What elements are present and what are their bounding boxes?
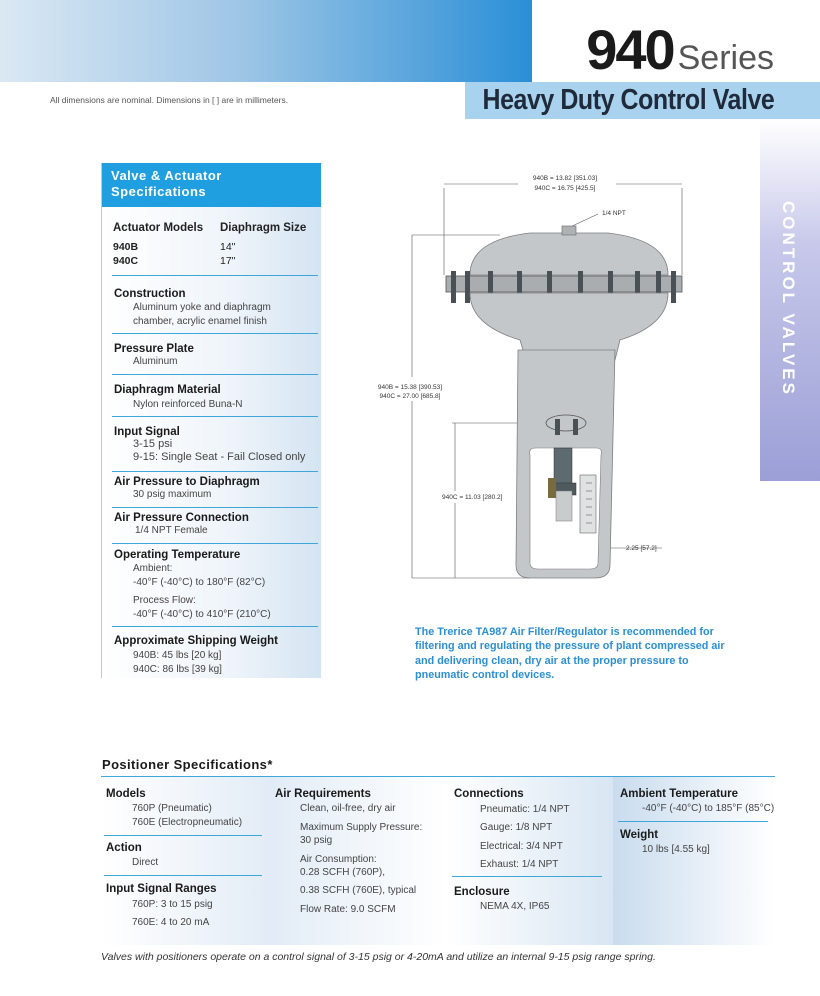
positioner-footnote: Valves with positioners operate on a control signal of 3-15 psig or 4-20mA and utilize an internal 9-15 psig range spring. xyxy=(101,951,656,963)
enclosure-value: NEMA 4X, IP65 xyxy=(480,901,550,912)
divider xyxy=(112,333,318,334)
conn-exhaust: Exhaust: 1/4 NPT xyxy=(480,859,559,870)
air-max-supply-value: 30 psig xyxy=(300,835,333,846)
air-pressure-connection-item xyxy=(102,512,321,538)
height-b: 940B = 15.38 [390.53] xyxy=(377,384,443,391)
air-consumption-760e: 0.38 SCFH (760E), typical xyxy=(300,885,417,896)
shipping-weight-label: Approximate Shipping Weight xyxy=(114,635,278,647)
diaphragm-material-value: Nylon reinforced Buna-N xyxy=(133,399,243,410)
diaphragm-material-item xyxy=(102,384,321,412)
connector-nut xyxy=(548,478,556,498)
spec-panel-header xyxy=(102,163,321,207)
air-consumption: Air Consumption: xyxy=(300,854,377,865)
positioner-col-4 xyxy=(613,777,775,945)
pressure-plate-item xyxy=(102,343,321,369)
action-value: Direct xyxy=(132,857,159,868)
air-pressure-connection-label: Air Pressure Connection xyxy=(114,512,249,524)
model-940b: 940B xyxy=(113,241,139,253)
positioner-col-3 xyxy=(446,777,613,945)
diaphragm-material-label: Diaphragm Material xyxy=(114,384,221,396)
series-word: Series xyxy=(677,39,774,77)
diaphragm-case-top xyxy=(470,233,668,275)
height-c: 940C = 27.00 [685.8] xyxy=(379,393,441,400)
travel-indicator xyxy=(580,475,596,533)
positioner-col-1 xyxy=(101,777,271,945)
valve-dimension-diagram xyxy=(330,165,730,595)
input-signal-label: Input Signal xyxy=(114,426,180,438)
air-flow-rate: Flow Rate: 9.0 SCFM xyxy=(300,904,396,915)
ambient-value: -40°F (-40°C) to 185°F (85°C) xyxy=(642,803,775,814)
npt-label: 1/4 NPT xyxy=(602,210,626,217)
npt-port xyxy=(562,226,576,235)
shipping-weight-value: 940B: 45 lbs [20 kg] 940C: 86 lbs [39 kg] xyxy=(133,650,222,675)
dimension-note: All dimensions are nominal. Dimensions in [ ] are in millimeters. xyxy=(50,95,289,105)
air-pressure-connection-value: 1/4 NPT Female xyxy=(135,525,208,536)
divider xyxy=(112,543,318,544)
action-label: Action xyxy=(106,842,142,854)
yoke-height: 940C = 11.03 [280.2] xyxy=(442,494,503,501)
side-tab xyxy=(760,119,820,481)
air-filter-note: The Trerice TA987 Air Filter/Regulator is recommended for filtering and regulating the pressure of plant compressed air and delivering clean, dry air at the proper pressure to pneumatic control devices. xyxy=(415,626,725,682)
spec-panel-title: Valve & Actuator Specifications xyxy=(111,168,222,199)
flange xyxy=(446,276,682,292)
air-max-supply: Maximum Supply Pressure: xyxy=(300,822,423,833)
divider xyxy=(112,626,318,627)
series-number: 940 xyxy=(586,18,674,81)
air-pressure-diaphragm-item xyxy=(102,476,321,502)
conn-electrical: Electrical: 3/4 NPT xyxy=(480,841,563,852)
top-width-b: 940B = 13.82 [351.03] xyxy=(532,175,598,182)
positioner-panel xyxy=(101,777,775,945)
operating-temp-process: Process Flow: -40°F (-40°C) to 410°F (210°C) xyxy=(133,595,271,620)
positioner-title: Positioner Specifications* xyxy=(102,757,273,772)
models-label: Models xyxy=(106,788,146,800)
valve-stem xyxy=(554,448,572,488)
side-tab-label: CONTROL VALVES xyxy=(779,201,798,397)
lower-stem xyxy=(556,491,572,521)
conn-pneumatic: Pneumatic: 1/4 NPT xyxy=(480,804,570,815)
divider xyxy=(112,471,318,472)
divider xyxy=(112,275,318,276)
weight-label: Weight xyxy=(620,829,659,841)
subtitle-band xyxy=(465,82,820,119)
air-label: Air Requirements xyxy=(275,788,371,800)
valve-spec-panel xyxy=(101,163,321,678)
product-subtitle: Heavy Duty Control Valve xyxy=(482,84,774,116)
stem-bolt xyxy=(573,419,578,435)
construction-label: Construction xyxy=(114,288,186,300)
divider xyxy=(104,875,262,876)
input-signal-item xyxy=(102,426,321,464)
operating-temp-label: Operating Temperature xyxy=(114,549,241,561)
positioner-col-2 xyxy=(271,777,446,945)
air-clean: Clean, oil-free, dry air xyxy=(300,803,396,814)
ambient-label: Ambient Temperature xyxy=(620,788,739,800)
input-range-760p: 760P: 3 to 15 psig xyxy=(132,899,213,910)
model-760p: 760P (Pneumatic) xyxy=(132,803,212,814)
conn-gauge: Gauge: 1/8 NPT xyxy=(480,822,553,833)
pressure-plate-label: Pressure Plate xyxy=(114,343,194,355)
air-consumption-760p: 0.28 SCFH (760P), xyxy=(300,867,386,878)
input-signal-value: 3-15 psi 9-15: Single Seat - Fail Closed only xyxy=(133,438,306,463)
connections-label: Connections xyxy=(454,788,524,800)
shipping-weight-item xyxy=(102,635,321,676)
divider xyxy=(112,374,318,375)
operating-temp-item xyxy=(102,549,321,621)
series-title xyxy=(586,18,774,81)
size-940b: 14" xyxy=(220,241,236,253)
model-940c: 940C xyxy=(113,255,139,267)
divider xyxy=(104,835,262,836)
size-940c: 17" xyxy=(220,255,236,267)
model-760e: 760E (Electropneumatic) xyxy=(132,817,243,828)
air-pressure-diaphragm-label: Air Pressure to Diaphragm xyxy=(114,476,260,488)
actuator-models-label: Actuator Models xyxy=(113,222,204,234)
divider xyxy=(452,876,602,877)
operating-temp-ambient: Ambient: -40°F (-40°C) to 180°F (82°C) xyxy=(133,563,266,588)
divider xyxy=(618,821,768,822)
pressure-plate-value: Aluminum xyxy=(133,356,178,367)
weight-value: 10 lbs [4.55 kg] xyxy=(642,844,710,855)
divider xyxy=(112,416,318,417)
header-gradient-band xyxy=(0,0,532,82)
construction-item xyxy=(102,288,321,329)
enclosure-label: Enclosure xyxy=(454,886,510,898)
air-pressure-diaphragm-value: 30 psig maximum xyxy=(133,489,212,500)
stem-bolt xyxy=(555,419,560,435)
construction-value: Aluminum yoke and diaphragm chamber, acrylic enamel finish xyxy=(133,302,271,327)
offset: 2.25 [57.2] xyxy=(626,545,657,552)
input-ranges-label: Input Signal Ranges xyxy=(106,883,217,895)
top-width-c: 940C = 16.75 [425.5] xyxy=(534,185,596,192)
diaphragm-size-label: Diaphragm Size xyxy=(220,222,307,234)
divider xyxy=(112,507,318,508)
input-range-760e: 760E: 4 to 20 mA xyxy=(132,917,210,928)
